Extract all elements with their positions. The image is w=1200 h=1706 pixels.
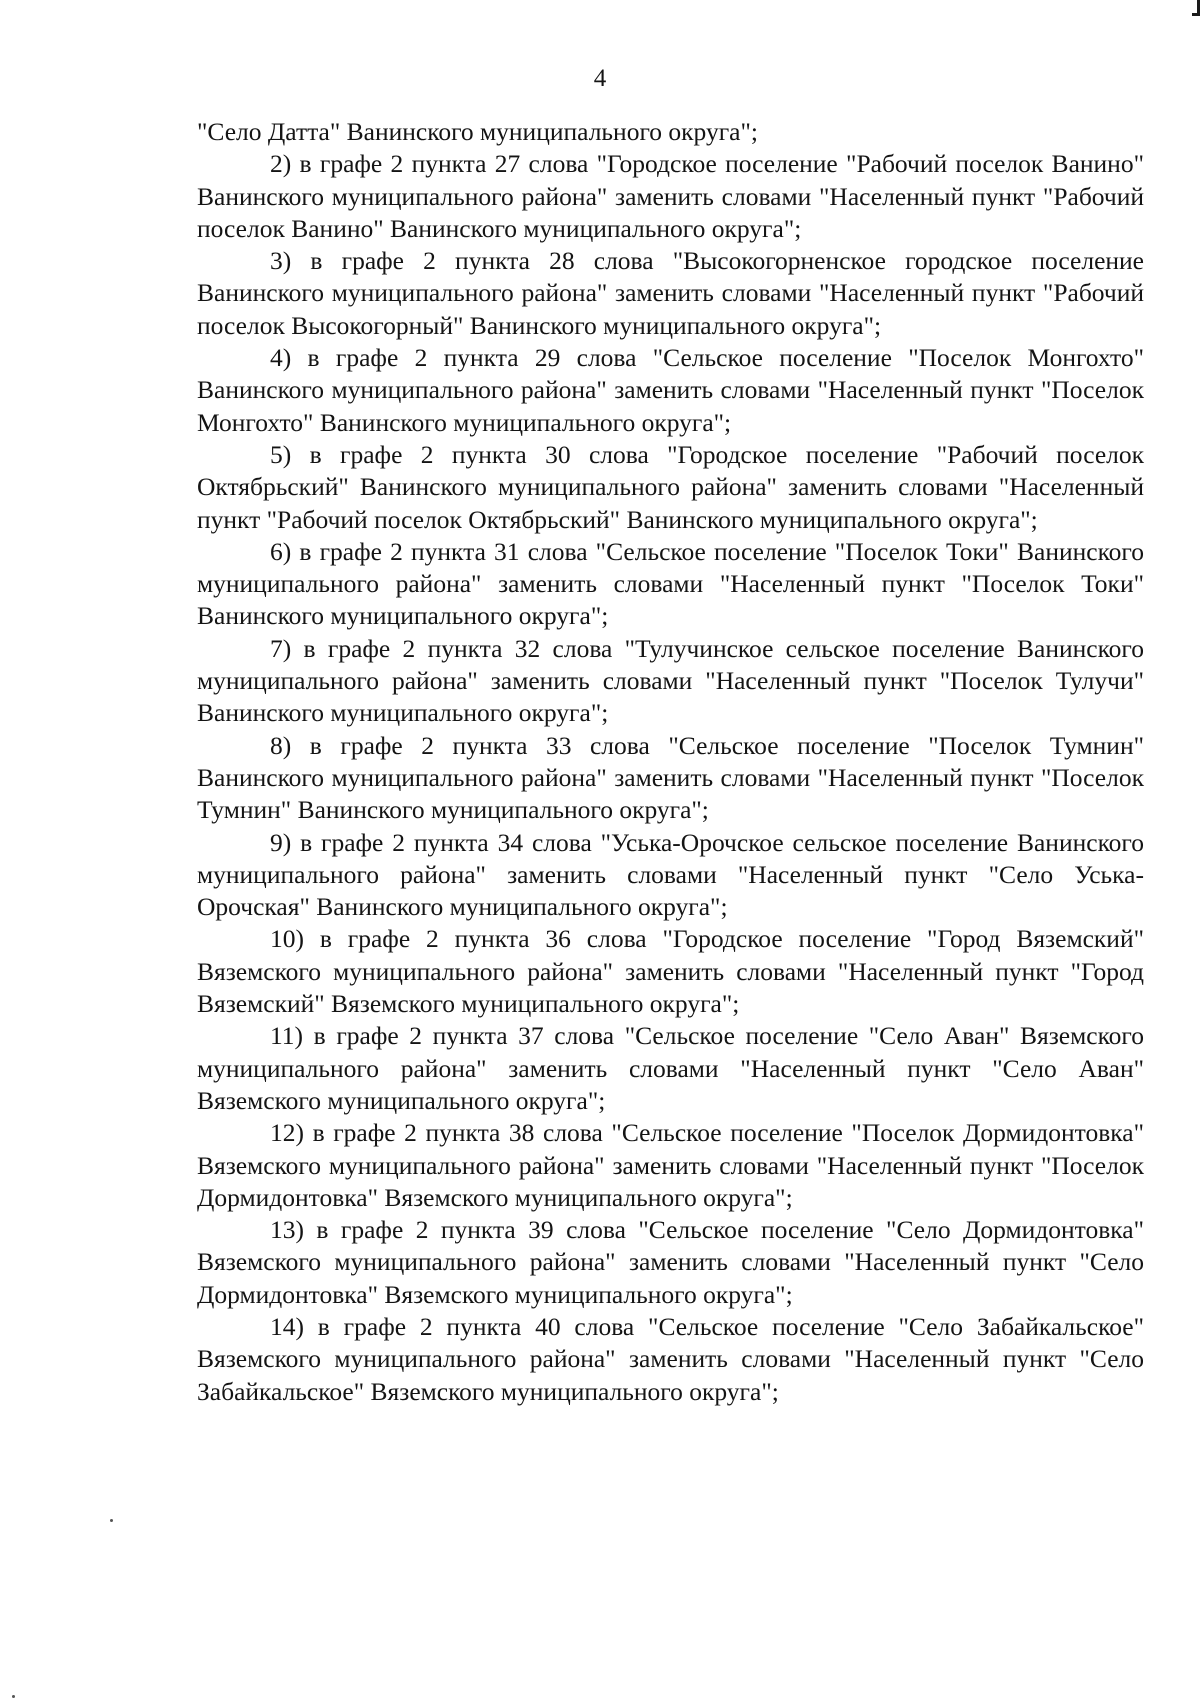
paragraph-item-5: 5) в графе 2 пункта 30 слова "Городское поселение "Рабочий поселок Октябрьский" Ванинского муниципального района" заменить словами "Населенный пункт "Рабочий поселок Октябрьский" Ванинского муниципального округа"; xyxy=(197,439,1144,534)
scan-corner-mark xyxy=(1193,0,1200,16)
paragraph-item-6: 6) в графе 2 пункта 31 слова "Сельское поселение "Поселок Токи" Ванинского муниципального района" заменить словами "Населенный пункт "Поселок Токи" Ванинского муниципального округа"; xyxy=(197,536,1144,631)
page-number: 4 xyxy=(593,65,607,92)
paragraph-continuation: "Село Датта" Ванинского муниципального округа"; xyxy=(197,117,758,146)
scan-speck xyxy=(12,1695,15,1698)
paragraph-item-4: 4) в графе 2 пункта 29 слова "Сельское поселение "Поселок Монгохто" Ванинского муниципального района" заменить словами "Населенный пункт "Поселок Монгохто" Ванинского муниципального округа"; xyxy=(197,343,1144,437)
paragraph-item-8: 8) в графе 2 пункта 33 слова "Сельское поселение "Поселок Тумнин" Ванинского муниципального района" заменить словами "Населенный пункт "Поселок Тумнин" Ванинского муниципального округа"; xyxy=(197,730,1144,825)
paragraph-item-10: 10) в графе 2 пункта 36 слова "Городское поселение "Город Вяземский" Вяземского муниципального района" заменить словами "Населенный пункт "Город Вяземский" Вяземского муниципального округа"; xyxy=(197,924,1144,1019)
paragraph-item-7: 7) в графе 2 пункта 32 слова "Тулучинское сельское поселение Ванинского муниципального района" заменить словами "Населенный пункт "Поселок Тулучи" Ванинского муниципального округа"; xyxy=(197,633,1144,728)
paragraph-item-3: 3) в графе 2 пункта 28 слова "Высокогорненское городское поселение Ванинского муниципального района" заменить словами "Населенный пункт "Рабочий поселок Высокогорный" Ванинского муниципального округа"; xyxy=(197,246,1144,340)
paragraph-item-12: 12) в графе 2 пункта 38 слова "Сельское поселение "Поселок Дормидонтовка" Вяземского муниципального района" заменить словами "Населенный пункт "Поселок Дормидонтовка" Вяземского муниципального округа"; xyxy=(197,1118,1144,1212)
paragraph-item-2: 2) в графе 2 пункта 27 слова "Городское поселение "Рабочий поселок Ванино" Ванинского муниципального района" заменить словами "Населенный пункт "Рабочий поселок Ванино" Ванинского муниципального округа"; xyxy=(197,149,1144,243)
paragraph-item-11: 11) в графе 2 пункта 37 слова "Сельское поселение "Село Аван" Вяземского муниципального района" заменить словами "Населенный пункт "Село Аван" Вяземского муниципального округа"; xyxy=(197,1021,1144,1115)
paragraph-item-14: 14) в графе 2 пункта 40 слова "Сельское поселение "Село Забайкальское" Вяземского муниципального района" заменить словами "Населенный пункт "Село Забайкальское" Вяземского муниципального округа"; xyxy=(197,1311,1144,1406)
paragraph-item-9: 9) в графе 2 пункта 34 слова "Уська-Орочское сельское поселение Ванинского муниципального района" заменить словами "Населенный пункт "Село Уська-Орочская" Ванинского муниципального округа"; xyxy=(197,827,1144,922)
scan-speck xyxy=(110,1519,113,1522)
paragraph-item-13: 13) в графе 2 пункта 39 слова "Сельское поселение "Село Дормидонтовка" Вяземского муниципального района" заменить словами "Населенный пункт "Село Дормидонтовка" Вяземского муниципального округа"; xyxy=(197,1215,1144,1309)
document-body xyxy=(197,116,1144,1408)
